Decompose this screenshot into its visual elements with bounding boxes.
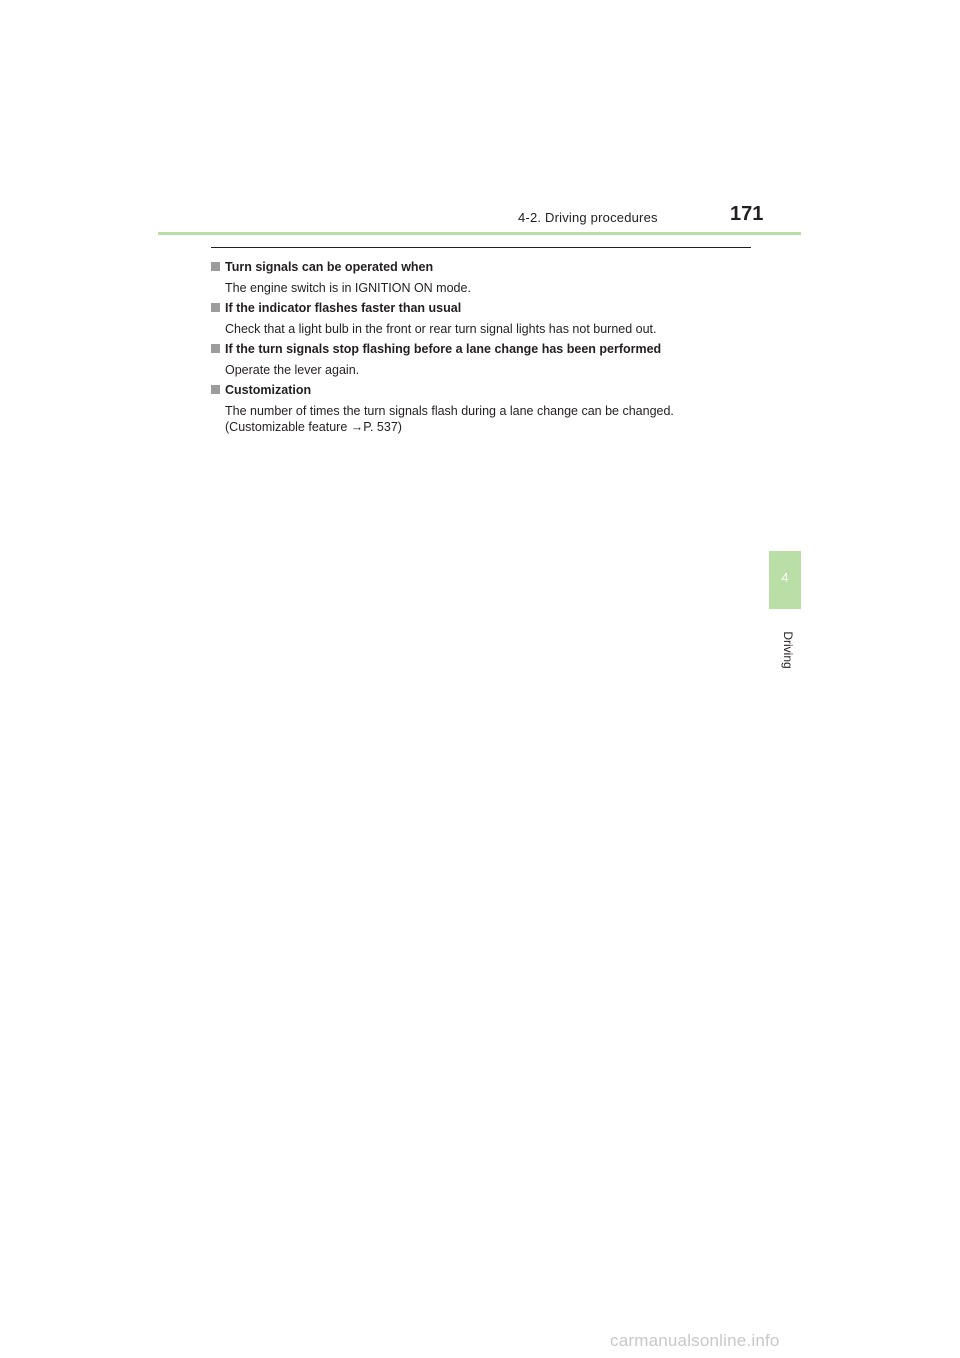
chapter-number: 4 bbox=[781, 570, 789, 585]
note-heading: Customization bbox=[211, 382, 751, 399]
square-bullet-icon bbox=[211, 385, 220, 394]
header-divider bbox=[158, 232, 801, 235]
note-body bbox=[211, 280, 751, 296]
note-body bbox=[211, 403, 751, 435]
note-body-line: Operate the lever again. bbox=[225, 363, 360, 377]
chapter-tab[interactable] bbox=[769, 551, 801, 609]
content-body bbox=[211, 259, 751, 439]
note-body-line: The engine switch is in IGNITION ON mode. bbox=[225, 281, 471, 295]
square-bullet-icon bbox=[211, 344, 220, 353]
note-body-line: (Customizable feature →P. 537) bbox=[225, 420, 402, 434]
square-bullet-icon bbox=[211, 303, 220, 312]
watermark: carmanualsonline.info bbox=[610, 1331, 780, 1350]
note-body bbox=[211, 321, 751, 337]
note-heading: If the indicator flashes faster than usual bbox=[211, 300, 751, 317]
note-body-line: The number of times the turn signals flash during a lane change can be changed. bbox=[225, 404, 674, 418]
section-title: 4-2. Driving procedures bbox=[518, 210, 658, 225]
note-item bbox=[211, 300, 751, 337]
note-item bbox=[211, 382, 751, 435]
note-item bbox=[211, 259, 751, 296]
chapter-label: Driving bbox=[781, 631, 795, 669]
content-divider bbox=[211, 247, 751, 248]
note-heading: If the turn signals stop flashing before a lane change has been performed bbox=[211, 341, 751, 358]
square-bullet-icon bbox=[211, 262, 220, 271]
note-heading: Turn signals can be operated when bbox=[211, 259, 751, 276]
note-body-line: Check that a light bulb in the front or rear turn signal lights has not burned out. bbox=[225, 322, 657, 336]
note-body bbox=[211, 362, 751, 378]
page-number: 171 bbox=[730, 203, 764, 225]
note-item bbox=[211, 341, 751, 378]
